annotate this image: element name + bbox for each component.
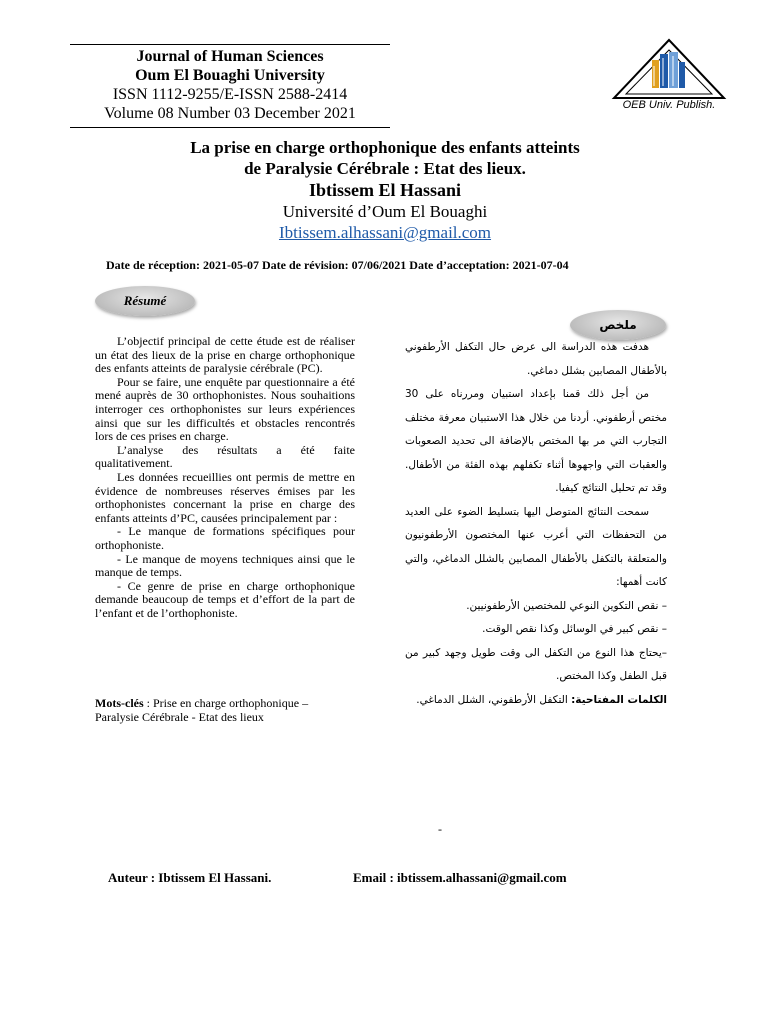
article-affiliation: Université d’Oum El Bouaghi [282, 202, 488, 221]
article-dates: Date de réception: 2021-05-07 Date de révision: 07/06/2021 Date d’acceptation: 2021-07-04 [106, 258, 569, 272]
footer-author: Auteur : Ibtissem El Hassani. [108, 870, 272, 885]
footer-email: Email : ibtissem.alhassani@gmail.com [353, 870, 567, 885]
journal-name: Journal of Human Sciences [136, 48, 324, 65]
abstract-paragraph: L’objectif principal de cette étude est de réaliser un état des lieux de la prise en charge orthophonique des enfants atteints de paralysie cérébrale (PC). [95, 334, 355, 376]
arabic-keywords-label: الكلمات المفتاحية: [571, 693, 667, 706]
article-title-block [60, 137, 710, 244]
journal-university: Oum El Bouaghi University [135, 67, 325, 84]
dash-mark: - [438, 822, 442, 836]
abstract-list-item: - Le manque de moyens techniques ainsi que le manque de temps. [95, 551, 355, 580]
journal-volume: Volume 08 Number 03 December 2021 [104, 105, 356, 122]
arabic-keywords-text: التكفل الأرطفوني، الشلل الدماغي. [416, 693, 572, 706]
journal-issn: ISSN 1112-9255/E-ISSN 2588-2414 [112, 86, 348, 103]
french-keywords [95, 697, 355, 724]
logo-caption: OEB Univ. Publish. [622, 99, 716, 111]
abstract-list-item: - Le manque de formations spécifiques pour orthophoniste. [95, 524, 355, 552]
author-email-link[interactable]: Ibtissem.alhassani@gmail.com [278, 223, 492, 242]
resume-heading: Résumé [95, 286, 195, 316]
abstract-paragraph: Pour se faire, une enquête par questionnaire a été mené auprès de 30 orthophonistes. Nous souhaitions interroger ces orthophonistes sur leurs expériences ainsi que sur les difficultés et obstacles rencontrés lors de ces prises en charge. [95, 374, 355, 444]
french-keywords-text: : Prise en charge orthophonique – Paralysie Cérébrale - Etat des lieux [95, 696, 309, 724]
arabic-abstract-paragraph: سمحت النتائج المتوصل اليها بتسليط الضوء على العديد من التحفظات التي أعرب عنها المختصون الأرطفونيون والمتعلقة بالتكفل بالأطفال المصابين بالشلل الدماغي، والتي كانت أهمها: [405, 505, 667, 588]
arabic-abstract-list-item: – نقص كبير في الوسائل وكذا نقص الوقت. [482, 623, 667, 635]
arabic-abstract-paragraph: هدفت هذه الدراسة الى عرض حال التكفل الأرطفوني بالأطفال المصابين بشلل دماغي. [405, 341, 667, 377]
arabic-abstract-list-item: – نقص التكوين النوعي للمختصين الأرطفونيين. [466, 599, 667, 612]
arabic-abstract-paragraph: من أجل ذلك قمنا بإعداد استبيان ومررناه على 30 مختص أرطفوني. أردنا من خلال هذا الاستبيان معرفة مختلف التجارب التي مر بها المختص بالإضافة الى تحديد الصعوبات والعقبات التي واجهوها أثناء تكفلهم بهذه الفئة من الأطفال. وقد تم تحليل النتائج كيفيا. [405, 388, 667, 494]
arabic-abstract [405, 336, 667, 712]
article-title-line-2: de Paralysie Cérébrale : Etat des lieux. [244, 159, 526, 178]
arabic-keywords [405, 689, 667, 713]
arabic-abstract-heading: ملخص [570, 310, 666, 340]
abstract-paragraph: Les données recueillies ont permis de mettre en évidence de nombreuses réserves émises par les orthophonistes concernant la prise en charge des enfants atteints d’PC, causées principalement par : [95, 469, 355, 525]
journal-header [70, 47, 390, 123]
arabic-abstract-list-item: –يحتاج هذا النوع من التكفل الى وقت طويل وجهد كبير من قبل الطفل وكذا المختص. [405, 646, 667, 682]
article-author: Ibtissem El Hassani [308, 180, 462, 200]
header-rule-top [70, 44, 390, 45]
article-title-line-1: La prise en charge orthophonique des enfants atteints [190, 138, 580, 157]
french-keywords-label: Mots-clés [95, 696, 144, 710]
header-rule-bottom [70, 127, 390, 128]
abstract-list-item: - Ce genre de prise en charge orthophonique demande beaucoup de temps et d’effort de la part de l’enfant et de l’orthophoniste. [95, 578, 355, 620]
abstract-paragraph: L’analyse des résultats a été faite qualitativement. [95, 442, 355, 471]
french-abstract [95, 335, 355, 620]
